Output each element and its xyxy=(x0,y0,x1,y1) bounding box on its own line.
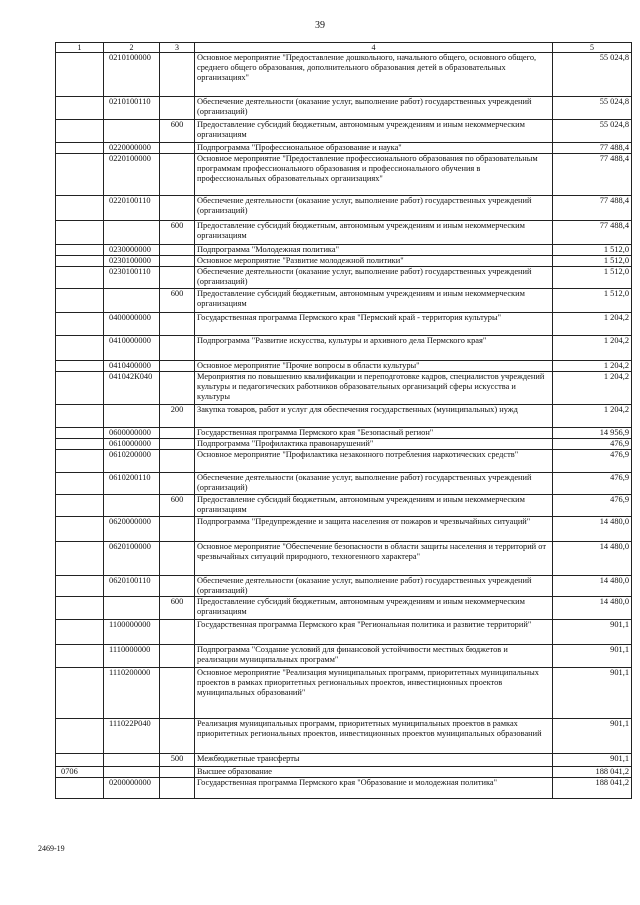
amount-cell: 14 480,0 xyxy=(553,542,632,576)
description-cell: Основное мероприятие "Предоставление профессионального образования по образовательным программам профессионального образования и профессионального обучения в профессиональных образовательных организациях" xyxy=(195,154,553,196)
column-header-expense-type: 3 xyxy=(160,43,195,53)
expense-type-cell xyxy=(160,450,195,473)
expense-type-cell xyxy=(160,778,195,799)
section-cell xyxy=(56,517,104,542)
target-code-cell: 0210100110 xyxy=(104,97,160,120)
column-header-description: 4 xyxy=(195,43,553,53)
description-cell: Предоставление субсидий бюджетным, автономным учреждениям и иным некоммерческим организациям xyxy=(195,120,553,143)
target-code-cell xyxy=(104,495,160,517)
expense-type-cell: 600 xyxy=(160,597,195,620)
target-code-cell: 1110200000 xyxy=(104,668,160,719)
expense-type-cell xyxy=(160,620,195,645)
target-code-cell: 0210100000 xyxy=(104,53,160,97)
section-cell xyxy=(56,405,104,428)
table-row xyxy=(56,428,632,439)
amount-cell: 1 204,2 xyxy=(553,336,632,361)
description-cell: Основное мероприятие "Реализация муниципальных программ, приоритетных муниципальных проектов в рамках приоритетных региональных проектов, инвестиционных проектов муниципальных образований" xyxy=(195,668,553,719)
description-cell: Подпрограмма "Создание условий для финансовой устойчивости местных бюджетов и реализации муниципальных программ" xyxy=(195,645,553,668)
amount-cell: 1 204,2 xyxy=(553,405,632,428)
target-code-cell: 0610000000 xyxy=(104,439,160,450)
amount-cell: 901,1 xyxy=(553,668,632,719)
expense-type-cell xyxy=(160,196,195,221)
section-cell xyxy=(56,645,104,668)
expense-type-cell xyxy=(160,645,195,668)
description-cell: Предоставление субсидий бюджетным, автономным учреждениям и иным некоммерческим организациям xyxy=(195,597,553,620)
description-cell: Основное мероприятие "Обеспечение безопасности в области защиты населения и территорий от чрезвычайных ситуаций природного, техногенного характера" xyxy=(195,542,553,576)
section-cell xyxy=(56,313,104,336)
expense-type-cell xyxy=(160,372,195,405)
description-cell: Межбюджетные трансферты xyxy=(195,754,553,767)
target-code-cell: 0610200110 xyxy=(104,473,160,495)
table-row xyxy=(56,542,632,576)
section-cell xyxy=(56,778,104,799)
description-cell: Обеспечение деятельности (оказание услуг, выполнение работ) государственных учреждений (организаций) xyxy=(195,473,553,495)
description-cell: Высшее образование xyxy=(195,767,553,778)
amount-cell: 901,1 xyxy=(553,754,632,767)
amount-cell: 77 488,4 xyxy=(553,154,632,196)
amount-cell: 1 512,0 xyxy=(553,256,632,267)
table-row xyxy=(56,719,632,754)
expense-type-cell xyxy=(160,154,195,196)
target-code-cell: 0620000000 xyxy=(104,517,160,542)
table-row xyxy=(56,143,632,154)
table-row xyxy=(56,473,632,495)
budget-table-container xyxy=(55,42,631,799)
description-cell: Подпрограмма "Предупреждение и защита населения от пожаров и чрезвычайных ситуаций" xyxy=(195,517,553,542)
target-code-cell: 0410000000 xyxy=(104,336,160,361)
description-cell: Предоставление субсидий бюджетным, автономным учреждениям и иным некоммерческим организациям xyxy=(195,289,553,313)
amount-cell: 77 488,4 xyxy=(553,196,632,221)
section-cell xyxy=(56,719,104,754)
section-cell xyxy=(56,597,104,620)
target-code-cell: 0410400000 xyxy=(104,361,160,372)
column-header-target-code: 2 xyxy=(104,43,160,53)
expense-type-cell xyxy=(160,336,195,361)
amount-cell: 901,1 xyxy=(553,719,632,754)
section-cell xyxy=(56,143,104,154)
table-row xyxy=(56,450,632,473)
section-cell xyxy=(56,53,104,97)
description-cell: Государственная программа Пермского края "Безопасный регион" xyxy=(195,428,553,439)
section-cell xyxy=(56,473,104,495)
amount-cell: 14 480,0 xyxy=(553,576,632,597)
amount-cell: 901,1 xyxy=(553,620,632,645)
target-code-cell: 0220100000 xyxy=(104,154,160,196)
section-cell xyxy=(56,428,104,439)
description-cell: Основное мероприятие "Профилактика незаконного потребления наркотических средств" xyxy=(195,450,553,473)
expense-type-cell: 600 xyxy=(160,120,195,143)
table-header-row xyxy=(56,43,632,53)
table-row xyxy=(56,221,632,245)
expense-type-cell xyxy=(160,361,195,372)
target-code-cell: 0400000000 xyxy=(104,313,160,336)
expense-type-cell xyxy=(160,143,195,154)
description-cell: Подпрограмма "Развитие искусства, культуры и архивного дела Пермского края" xyxy=(195,336,553,361)
section-cell xyxy=(56,439,104,450)
target-code-cell: 0230100000 xyxy=(104,256,160,267)
section-cell xyxy=(56,154,104,196)
section-cell xyxy=(56,542,104,576)
expense-type-cell xyxy=(160,267,195,289)
section-cell: 0706 xyxy=(56,767,104,778)
table-row xyxy=(56,120,632,143)
table-body xyxy=(56,53,632,799)
budget-table xyxy=(55,42,632,799)
target-code-cell: 0620100110 xyxy=(104,576,160,597)
expense-type-cell xyxy=(160,256,195,267)
section-cell xyxy=(56,289,104,313)
table-row xyxy=(56,576,632,597)
description-cell: Мероприятия по повышению квалификации и переподготовке кадров, специалистов учреждений культуры и педагогических работников образовательных организаций сферы искусства и культуры xyxy=(195,372,553,405)
section-cell xyxy=(56,361,104,372)
table-row xyxy=(56,289,632,313)
document-code: 2469-19 xyxy=(38,844,65,853)
expense-type-cell xyxy=(160,517,195,542)
expense-type-cell: 200 xyxy=(160,405,195,428)
expense-type-cell xyxy=(160,576,195,597)
description-cell: Основное мероприятие "Предоставление дошкольного, начального общего, основного общего, среднего общего образования, дополнительного образования детей в образовательных организациях" xyxy=(195,53,553,97)
table-row xyxy=(56,767,632,778)
column-header-section: 1 xyxy=(56,43,104,53)
description-cell: Подпрограмма "Профилактика правонарушений" xyxy=(195,439,553,450)
target-code-cell: 0600000000 xyxy=(104,428,160,439)
target-code-cell: 111022Р040 xyxy=(104,719,160,754)
table-row xyxy=(56,245,632,256)
target-code-cell: 1110000000 xyxy=(104,645,160,668)
table-row xyxy=(56,778,632,799)
expense-type-cell xyxy=(160,313,195,336)
amount-cell: 1 512,0 xyxy=(553,267,632,289)
description-cell: Предоставление субсидий бюджетным, автономным учреждениям и иным некоммерческим организациям xyxy=(195,221,553,245)
expense-type-cell xyxy=(160,245,195,256)
target-code-cell xyxy=(104,289,160,313)
expense-type-cell: 600 xyxy=(160,289,195,313)
expense-type-cell: 600 xyxy=(160,495,195,517)
target-code-cell: 0620100000 xyxy=(104,542,160,576)
section-cell xyxy=(56,450,104,473)
table-row xyxy=(56,405,632,428)
target-code-cell: 0200000000 xyxy=(104,778,160,799)
amount-cell: 1 204,2 xyxy=(553,313,632,336)
amount-cell: 14 956,9 xyxy=(553,428,632,439)
amount-cell: 1 204,2 xyxy=(553,361,632,372)
section-cell xyxy=(56,256,104,267)
amount-cell: 476,9 xyxy=(553,450,632,473)
section-cell xyxy=(56,495,104,517)
table-row xyxy=(56,256,632,267)
target-code-cell xyxy=(104,405,160,428)
page-number: 39 xyxy=(315,20,325,31)
description-cell: Основное мероприятие "Развитие молодежной политики" xyxy=(195,256,553,267)
amount-cell: 77 488,4 xyxy=(553,143,632,154)
amount-cell: 14 480,0 xyxy=(553,597,632,620)
expense-type-cell xyxy=(160,767,195,778)
expense-type-cell: 600 xyxy=(160,221,195,245)
section-cell xyxy=(56,336,104,361)
target-code-cell: 0230000000 xyxy=(104,245,160,256)
amount-cell: 476,9 xyxy=(553,439,632,450)
section-cell xyxy=(56,196,104,221)
amount-cell: 901,1 xyxy=(553,645,632,668)
section-cell xyxy=(56,221,104,245)
table-row xyxy=(56,517,632,542)
section-cell xyxy=(56,754,104,767)
expense-type-cell xyxy=(160,428,195,439)
table-row xyxy=(56,495,632,517)
target-code-cell xyxy=(104,767,160,778)
table-row xyxy=(56,668,632,719)
expense-type-cell xyxy=(160,668,195,719)
table-row xyxy=(56,439,632,450)
target-code-cell: 0610200000 xyxy=(104,450,160,473)
section-cell xyxy=(56,620,104,645)
target-code-cell: 1100000000 xyxy=(104,620,160,645)
description-cell: Подпрограмма "Молодежная политика" xyxy=(195,245,553,256)
section-cell xyxy=(56,97,104,120)
table-row xyxy=(56,372,632,405)
target-code-cell xyxy=(104,221,160,245)
description-cell: Закупка товаров, работ и услуг для обеспечения государственных (муниципальных) нужд xyxy=(195,405,553,428)
expense-type-cell xyxy=(160,473,195,495)
description-cell: Обеспечение деятельности (оказание услуг, выполнение работ) государственных учреждений (организаций) xyxy=(195,576,553,597)
amount-cell: 1 512,0 xyxy=(553,289,632,313)
target-code-cell xyxy=(104,754,160,767)
description-cell: Государственная программа Пермского края "Пермский край - территория культуры" xyxy=(195,313,553,336)
table-row xyxy=(56,97,632,120)
table-row xyxy=(56,597,632,620)
target-code-cell: 041042К040 xyxy=(104,372,160,405)
description-cell: Обеспечение деятельности (оказание услуг, выполнение работ) государственных учреждений (организаций) xyxy=(195,196,553,221)
amount-cell: 476,9 xyxy=(553,495,632,517)
table-row xyxy=(56,196,632,221)
table-row xyxy=(56,336,632,361)
section-cell xyxy=(56,245,104,256)
target-code-cell xyxy=(104,120,160,143)
amount-cell: 188 041,2 xyxy=(553,767,632,778)
table-row xyxy=(56,754,632,767)
table-row xyxy=(56,620,632,645)
amount-cell: 14 480,0 xyxy=(553,517,632,542)
target-code-cell: 0220000000 xyxy=(104,143,160,154)
section-cell xyxy=(56,372,104,405)
amount-cell: 55 024,8 xyxy=(553,97,632,120)
section-cell xyxy=(56,120,104,143)
table-row xyxy=(56,361,632,372)
table-row xyxy=(56,267,632,289)
table-row xyxy=(56,313,632,336)
section-cell xyxy=(56,576,104,597)
expense-type-cell xyxy=(160,53,195,97)
amount-cell: 476,9 xyxy=(553,473,632,495)
expense-type-cell xyxy=(160,97,195,120)
expense-type-cell xyxy=(160,542,195,576)
description-cell: Обеспечение деятельности (оказание услуг, выполнение работ) государственных учреждений (организаций) xyxy=(195,267,553,289)
description-cell: Обеспечение деятельности (оказание услуг, выполнение работ) государственных учреждений (организаций) xyxy=(195,97,553,120)
amount-cell: 1 512,0 xyxy=(553,245,632,256)
amount-cell: 55 024,8 xyxy=(553,53,632,97)
table-row xyxy=(56,154,632,196)
description-cell: Государственная программа Пермского края "Региональная политика и развитие территорий" xyxy=(195,620,553,645)
description-cell: Реализация муниципальных программ, приоритетных муниципальных проектов в рамках приоритетных региональных проектов, инвестиционных проектов муниципальных образований xyxy=(195,719,553,754)
target-code-cell: 0230100110 xyxy=(104,267,160,289)
expense-type-cell: 500 xyxy=(160,754,195,767)
table-row xyxy=(56,645,632,668)
description-cell: Основное мероприятие "Прочие вопросы в области культуры" xyxy=(195,361,553,372)
table-row xyxy=(56,53,632,97)
amount-cell: 77 488,4 xyxy=(553,221,632,245)
section-cell xyxy=(56,267,104,289)
expense-type-cell xyxy=(160,439,195,450)
amount-cell: 188 041,2 xyxy=(553,778,632,799)
expense-type-cell xyxy=(160,719,195,754)
description-cell: Подпрограмма "Профессиональное образование и наука" xyxy=(195,143,553,154)
target-code-cell xyxy=(104,597,160,620)
column-header-amount: 5 xyxy=(553,43,632,53)
amount-cell: 55 024,8 xyxy=(553,120,632,143)
section-cell xyxy=(56,668,104,719)
description-cell: Государственная программа Пермского края "Образование и молодежная политика" xyxy=(195,778,553,799)
target-code-cell: 0220100110 xyxy=(104,196,160,221)
description-cell: Предоставление субсидий бюджетным, автономным учреждениям и иным некоммерческим организациям xyxy=(195,495,553,517)
amount-cell: 1 204,2 xyxy=(553,372,632,405)
